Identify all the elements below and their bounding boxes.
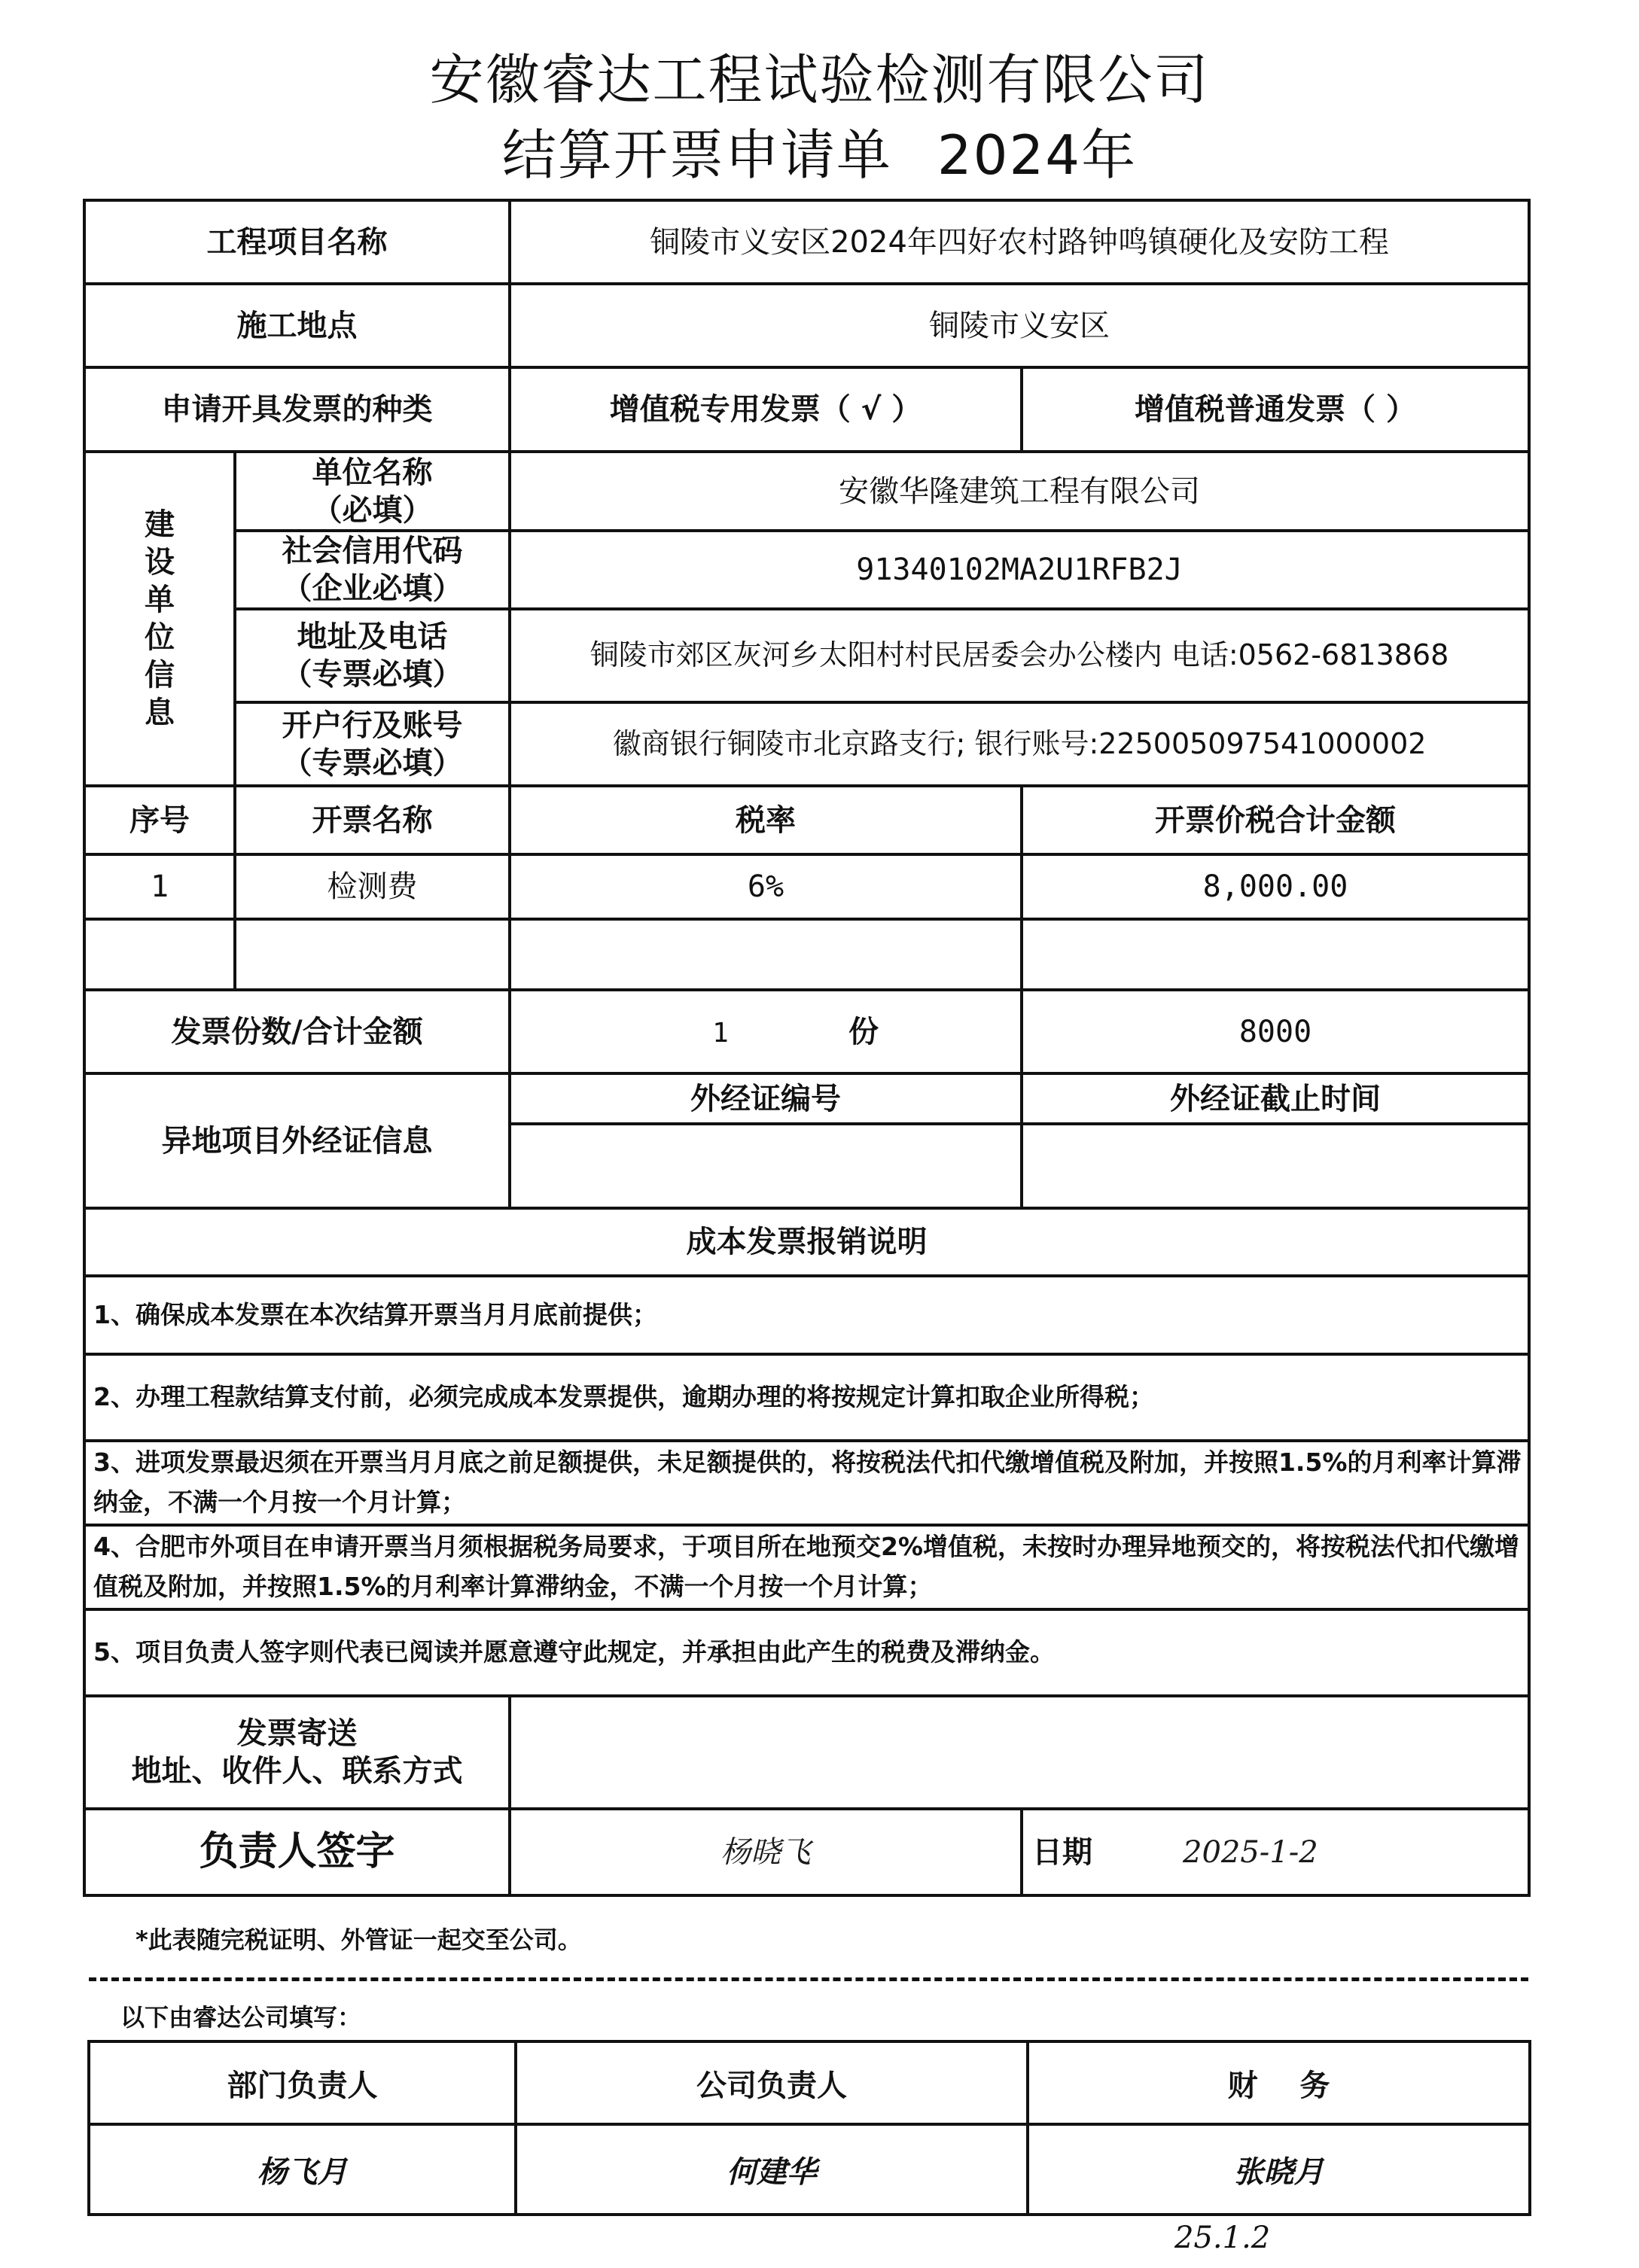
mailing-value[interactable] bbox=[510, 1696, 1529, 1809]
address-row bbox=[84, 609, 1529, 702]
item-name[interactable] bbox=[235, 919, 510, 990]
footnote: *此表随完税证明、外管证一起交至公司。 bbox=[136, 1926, 582, 1954]
form-year: 2024年 bbox=[937, 123, 1138, 187]
unit-name-label bbox=[235, 452, 510, 531]
credit-code-label-sub: （企业必填） bbox=[282, 571, 463, 606]
note-item: 2、办理工程款结算支付前，必须完成成本发票提供，逾期办理的将按规定计算扣取企业所得税； bbox=[84, 1354, 1529, 1441]
bank-account-value[interactable]: 徽商银行铜陵市北京路支行; 银行账号:225005097541000002 bbox=[510, 702, 1529, 786]
item-no[interactable]: 1 bbox=[84, 854, 235, 919]
builder-name-row bbox=[84, 452, 1529, 531]
address-label-sub: （专票必填） bbox=[282, 657, 463, 692]
company-name: 安徽睿达工程试验检测有限公司 bbox=[429, 48, 1210, 111]
special-vat-option[interactable]: 增值税专用发票（ √ ） bbox=[510, 367, 1022, 452]
item-name[interactable]: 检测费 bbox=[235, 854, 510, 919]
external-cert-header-row bbox=[84, 1073, 1529, 1124]
site-value[interactable]: 铜陵市义安区 bbox=[510, 284, 1529, 367]
project-name-row bbox=[84, 200, 1529, 284]
invoice-count-cell[interactable] bbox=[510, 990, 1022, 1073]
approval-header-row bbox=[89, 2041, 1530, 2124]
note-item: 4、合肥市外项目在申请开票当月须根据税务局要求，于项目所在地预交2%增值税，未按时办理异地预交的，将按税法代扣代缴增值税及附加，并按照1.5%的月利率计算滞纳金，不满一个月按一个月计算； bbox=[84, 1525, 1529, 1609]
unit-name-label-text: 单位名称 bbox=[312, 455, 433, 490]
dept-head-label: 部门负责人 bbox=[89, 2041, 516, 2124]
address-phone-value[interactable]: 铜陵市郊区灰河乡太阳村村民居委会办公楼内 电话:0562-6813868 bbox=[510, 609, 1529, 702]
builder-group-label bbox=[84, 452, 235, 786]
external-cert-number-value[interactable] bbox=[510, 1124, 1022, 1208]
builder-group-char: 设 bbox=[145, 545, 175, 580]
internal-fill-note: 以下由睿达公司填写： bbox=[120, 2003, 362, 2032]
address-label-text: 地址及电话 bbox=[297, 620, 448, 654]
note-item: 3、进项发票最迟须在开票当月月底之前足额提供，未足额提供的，将按税法代扣代缴增值税及附加，并按照1.5%的月利率计算滞纳金，不满一个月按一个月计算； bbox=[84, 1441, 1529, 1525]
mailing-label bbox=[84, 1696, 510, 1809]
credit-code-row bbox=[84, 531, 1529, 609]
application-form-table bbox=[83, 199, 1531, 1897]
note-row bbox=[84, 1609, 1529, 1696]
credit-code-label bbox=[235, 531, 510, 609]
note-row bbox=[84, 1354, 1529, 1441]
note-row bbox=[84, 1441, 1529, 1525]
item-rate[interactable] bbox=[510, 919, 1022, 990]
dept-head-signature[interactable]: 杨飞月 bbox=[89, 2124, 516, 2215]
col-header-no: 序号 bbox=[84, 786, 235, 854]
signature-field[interactable] bbox=[510, 1809, 1022, 1895]
builder-group-char: 信 bbox=[145, 658, 175, 693]
invoice-count-unit: 份 bbox=[848, 1014, 879, 1049]
totals-row bbox=[84, 990, 1529, 1073]
finance-sign-date: 25.1.2 bbox=[1174, 2221, 1271, 2255]
credit-code-label-text: 社会信用代码 bbox=[282, 534, 463, 568]
col-header-name: 开票名称 bbox=[235, 786, 510, 854]
form-title-text: 结算开票申请单 bbox=[501, 123, 892, 187]
builder-group-char: 建 bbox=[145, 507, 175, 542]
builder-group-char: 位 bbox=[145, 620, 175, 655]
address-label bbox=[235, 609, 510, 702]
invoice-count: 1 bbox=[712, 1017, 729, 1049]
builder-group-char: 息 bbox=[145, 696, 175, 730]
external-cert-number-label: 外经证编号 bbox=[510, 1073, 1022, 1124]
date-handwriting: 2025-1-2 bbox=[1183, 1834, 1318, 1870]
signature-date-field[interactable] bbox=[1022, 1809, 1529, 1895]
company-head-label: 公司负责人 bbox=[516, 2041, 1028, 2124]
external-cert-deadline-label: 外经证截止时间 bbox=[1022, 1073, 1529, 1124]
unit-name-value[interactable]: 安徽华隆建筑工程有限公司 bbox=[510, 452, 1529, 531]
mailing-label-line2: 地址、收件人、联系方式 bbox=[131, 1754, 463, 1789]
item-amount[interactable] bbox=[1022, 919, 1529, 990]
table-row bbox=[84, 919, 1529, 990]
table-row bbox=[84, 854, 1529, 919]
note-item: 5、项目负责人签字则代表已阅读并愿意遵守此规定，并承担由此产生的税费及滞纳金。 bbox=[84, 1609, 1529, 1696]
site-label: 施工地点 bbox=[84, 284, 510, 367]
mailing-row bbox=[84, 1696, 1529, 1809]
credit-code-value[interactable]: 91340102MA2U1RFB2J bbox=[510, 531, 1529, 609]
signature-label: 负责人签字 bbox=[84, 1809, 510, 1895]
invoice-type-row bbox=[84, 367, 1529, 452]
normal-vat-option[interactable]: 增值税普通发票（ ） bbox=[1022, 367, 1529, 452]
total-amount[interactable]: 8000 bbox=[1022, 990, 1529, 1073]
project-name-label: 工程项目名称 bbox=[84, 200, 510, 284]
date-label: 日期 bbox=[1032, 1834, 1092, 1870]
approval-signature-row bbox=[89, 2124, 1530, 2215]
item-amount[interactable]: 8,000.00 bbox=[1022, 854, 1529, 919]
col-header-rate: 税率 bbox=[510, 786, 1022, 854]
totals-label: 发票份数/合计金额 bbox=[84, 990, 510, 1073]
unit-name-label-sub: （必填） bbox=[312, 492, 433, 528]
items-header-row bbox=[84, 786, 1529, 854]
notes-title-row bbox=[84, 1208, 1529, 1276]
item-rate[interactable]: 6% bbox=[510, 854, 1022, 919]
finance-signature[interactable]: 张晓月 bbox=[1028, 2124, 1530, 2215]
bank-label-text: 开户行及账号 bbox=[282, 708, 463, 743]
bank-row bbox=[84, 702, 1529, 786]
company-head-signature[interactable]: 何建华 bbox=[516, 2124, 1028, 2215]
item-no[interactable] bbox=[84, 919, 235, 990]
cut-line-divider bbox=[89, 1977, 1528, 1981]
external-cert-deadline-value[interactable] bbox=[1022, 1124, 1529, 1208]
form-title bbox=[0, 111, 1639, 190]
note-item: 1、确保成本发票在本次结算开票当月月底前提供； bbox=[84, 1276, 1529, 1354]
external-cert-label: 异地项目外经证信息 bbox=[84, 1073, 510, 1208]
mailing-label-line1: 发票寄送 bbox=[236, 1716, 358, 1751]
bank-label-sub: （专票必填） bbox=[282, 745, 463, 781]
internal-approval-table bbox=[87, 2040, 1531, 2216]
note-row bbox=[84, 1525, 1529, 1609]
finance-label: 财 务 bbox=[1028, 2041, 1530, 2124]
invoice-type-label: 申请开具发票的种类 bbox=[84, 367, 510, 452]
signature-row bbox=[84, 1809, 1529, 1895]
col-header-amount: 开票价税合计金额 bbox=[1022, 786, 1529, 854]
notes-title: 成本发票报销说明 bbox=[84, 1208, 1529, 1276]
builder-group-char: 单 bbox=[145, 583, 175, 617]
note-row bbox=[84, 1276, 1529, 1354]
signer-handwriting: 杨晓飞 bbox=[720, 1834, 811, 1870]
project-name-value[interactable]: 铜陵市义安区2024年四好农村路钟鸣镇硬化及安防工程 bbox=[510, 200, 1529, 284]
bank-label bbox=[235, 702, 510, 786]
site-row bbox=[84, 284, 1529, 367]
